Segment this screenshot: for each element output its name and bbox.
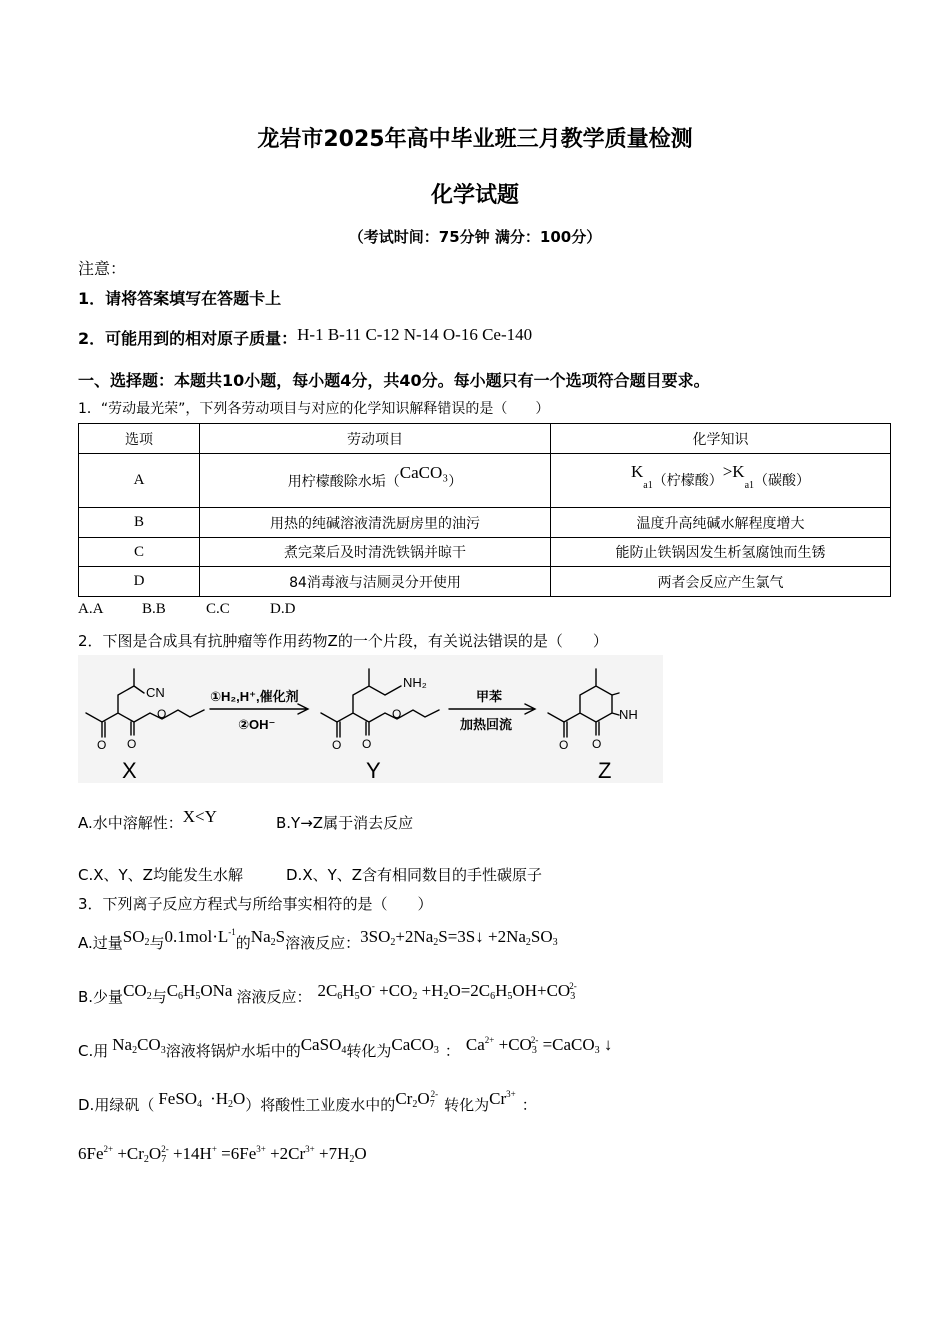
row-option: C [79, 538, 200, 567]
atom-o: O [592, 737, 602, 751]
row-labor: 煮完菜后及时清洗铁锅并晾干 [200, 538, 551, 567]
c-t2: 转化为 [346, 1042, 392, 1060]
f-text: Na [112, 1035, 133, 1054]
eq-sup: 2+ [103, 1144, 114, 1154]
eq-sup: 2- [530, 1035, 539, 1045]
notice-item-2-label: 2．可能用到的相对原子质量： [78, 329, 298, 348]
eq-sub: 3 [552, 937, 558, 948]
q2-choice-b[interactable]: B.Y→Z属于消去反应 [276, 814, 414, 832]
ka-sub: a1 [643, 480, 653, 491]
q2-stem: 2．下图是合成具有抗肿瘤等作用药物Z的一个片段，有关说法错误的是（ ） [78, 632, 608, 650]
formula [167, 981, 233, 1000]
atom-o: O [332, 738, 342, 752]
header-option: 选项 [79, 424, 200, 454]
eq-sub: 2 [433, 937, 439, 948]
a-t1: 与 [149, 934, 165, 952]
eq-part: H [342, 981, 355, 1000]
q3-choice-c[interactable] [78, 1034, 613, 1060]
carbonic-acid: （碳酸） [754, 473, 811, 489]
q3-choice-b[interactable] [78, 980, 577, 1006]
f-sub: 4 [197, 1099, 203, 1110]
choice-a-label: A.水中溶解性： [78, 814, 183, 832]
c-prefix: C.用 [78, 1042, 109, 1060]
f-text: Cr [489, 1089, 507, 1108]
equation-a [360, 927, 558, 946]
equation-d [78, 1144, 367, 1165]
row-labor: 用热的纯碱溶液清洗厨房里的油污 [200, 508, 551, 538]
eq-sup: 3+ [305, 1144, 315, 1154]
q1-choices [78, 601, 295, 618]
f-text: SO [319, 1035, 342, 1054]
q3-choice-d[interactable] [78, 1088, 537, 1114]
eq-sub: 6 [337, 991, 343, 1002]
eq-part: 6Fe [78, 1144, 104, 1163]
f-text: Ca [300, 1035, 320, 1054]
b-prefix: B.少量 [78, 988, 124, 1006]
eq-sub: 3 [594, 1045, 600, 1056]
eq-part: OH+CO [512, 981, 571, 1000]
subject-title: 化学试题 [430, 183, 519, 208]
atom-o: O [559, 738, 569, 752]
f-sub: 3 [433, 1045, 439, 1056]
labor-text: 用柠檬酸除水垢（ [287, 473, 400, 490]
f-text: ·H [210, 1089, 229, 1108]
q3-choice-a[interactable] [78, 926, 558, 952]
eq-part: +CO [494, 1035, 532, 1054]
f-text: Ca [391, 1035, 411, 1054]
f-text: CO [123, 981, 147, 1000]
step2-conditions: 加热回流 [460, 717, 513, 732]
eq-part: SO [530, 927, 553, 946]
step2-solvent: 甲苯 [476, 689, 503, 704]
group-cn: CN [146, 685, 165, 700]
atom-o: O [362, 737, 372, 751]
d-t1: ）将酸性工业废水中的 [245, 1096, 396, 1114]
eq-part: 2C [317, 981, 338, 1000]
f-text: ONa [200, 981, 233, 1000]
notice-item-1: 1．请将答案填写在答题卡上 [78, 289, 282, 308]
f-sub: 5 [195, 991, 201, 1002]
formula [391, 1035, 439, 1054]
f-sub: 3 [160, 1045, 166, 1056]
row-option: A [79, 454, 200, 508]
label-z: Z [598, 758, 612, 783]
row-knowledge: 能防止铁锅因发生析氢腐蚀而生锈 [551, 538, 891, 567]
formula [158, 1089, 245, 1108]
c-t1: 溶液将锅炉水垢中的 [165, 1042, 301, 1060]
f-text: Na [250, 927, 271, 946]
eq-part: +Cr [113, 1144, 144, 1163]
eq-part: ↓ [599, 1035, 613, 1054]
equation-c [466, 1035, 613, 1054]
equation-b [317, 981, 576, 1000]
c-t3: ： [444, 1042, 460, 1060]
formula-caco3: CaCO₃ [399, 462, 449, 482]
formula [251, 927, 285, 946]
table-row [79, 508, 891, 538]
eq-sup: 2- [161, 1144, 169, 1154]
f-text: CO [410, 1035, 434, 1054]
q2-choice-a[interactable] [78, 807, 217, 833]
labor-end: ） [448, 473, 463, 490]
eq-part: =6Fe [216, 1144, 257, 1163]
step1-conditions-2: ②OH⁻ [238, 717, 276, 732]
eq-sub: 3 [570, 991, 576, 1002]
atom-o: O [157, 707, 167, 721]
eq-part: S=3S↓ +2Na [438, 927, 526, 946]
header-knowledge: 化学知识 [551, 424, 891, 454]
table-header-row [79, 424, 891, 454]
eq-part: O=2C [448, 981, 491, 1000]
eq-part: +2Na [395, 927, 434, 946]
q3-stem: 3．下列离子反应方程式与所给事实相符的是（ ） [78, 895, 433, 913]
eq-sub: 5 [507, 991, 513, 1002]
f-sub: 2 [132, 1045, 138, 1056]
group-nh2: NH₂ [403, 675, 427, 690]
table-row [79, 567, 891, 597]
eq-part: +CO [374, 981, 413, 1000]
f-sub: 2 [146, 991, 152, 1002]
f-sub: 6 [178, 991, 184, 1002]
eq-sub: 5 [354, 991, 360, 1002]
eq-sup: 2- [569, 981, 577, 991]
section-1-heading: 一、选择题：本题共10小题，每小题4分，共40分。每小题只有一个选项符合题目要求。 [78, 371, 710, 390]
f-sup: -1 [228, 927, 236, 937]
q1-stem: 1．“劳动最光荣”，下列各劳动项目与对应的化学知识解释错误的是（ ） [78, 401, 550, 417]
concentration: 0.1mol·L [164, 927, 229, 946]
a-t2: 的 [235, 934, 251, 952]
row-knowledge [551, 454, 891, 508]
eq-part: +2Cr [265, 1144, 306, 1163]
d-prefix: D.用绿矾（ [78, 1096, 155, 1114]
f-text: Cr [395, 1089, 413, 1108]
eq-sub: 2 [443, 991, 449, 1002]
f-text: O [233, 1089, 246, 1108]
q2-choice-c[interactable]: C.X、Y、Z均能发生水解 [78, 866, 243, 884]
row-option: D [79, 567, 200, 597]
atomic-masses: H-1 B-11 C-12 N-14 O-16 Ce-140 [297, 325, 533, 344]
row-knowledge: 温度升高纯碱水解程度增大 [551, 508, 891, 538]
atom-o: O [392, 707, 402, 721]
table-row [79, 454, 891, 508]
atom-o: O [97, 738, 107, 752]
formula [395, 1089, 438, 1108]
choice-d[interactable]: D.D [270, 601, 296, 617]
row-knowledge: 两者会反应产生氯气 [551, 567, 891, 597]
f-sup: 3+ [506, 1089, 516, 1099]
f-text: S [275, 927, 286, 946]
eq-sup: + [211, 1144, 217, 1154]
formula-x-lt-y: X<Y [182, 807, 217, 826]
citric-acid: （柠檬酸） [652, 473, 723, 489]
f-text: H [183, 981, 196, 1000]
greater-than-k: >K [722, 462, 745, 481]
eq-sub: 2 [143, 1154, 149, 1165]
eq-sup: 2+ [484, 1035, 495, 1045]
synthesis-scheme [78, 655, 663, 783]
f-sub: 2 [270, 937, 276, 948]
formula [301, 1035, 347, 1054]
f-sub: 2 [144, 937, 150, 948]
f-sub: 4 [341, 1045, 347, 1056]
eq-sub: 2 [390, 937, 396, 948]
ka-symbol: K [630, 462, 644, 481]
formula [123, 981, 152, 1000]
row-option: B [79, 508, 200, 538]
formula [489, 1089, 516, 1108]
eq-sub: 2 [349, 1154, 355, 1165]
formula [123, 927, 150, 946]
atom-o: O [127, 737, 137, 751]
eq-part: 3SO [360, 927, 391, 946]
table-row [79, 538, 891, 567]
eq-sup: 3+ [256, 1144, 266, 1154]
eq-sub: 2 [525, 937, 531, 948]
eq-sub: 6 [490, 991, 496, 1002]
eq-part: O [354, 1144, 367, 1163]
f-sub: 7 [429, 1099, 435, 1110]
q1-table [78, 423, 891, 597]
f-sub: 2 [228, 1099, 234, 1110]
group-nh: NH [619, 707, 638, 722]
eq-part: +7H [314, 1144, 350, 1163]
notice-item-2 [78, 326, 532, 349]
eq-sub: 2 [412, 991, 418, 1002]
row-labor: 84消毒液与洁厕灵分开使用 [200, 567, 551, 597]
eq-part: =CaCO [538, 1035, 595, 1054]
label-y: Y [366, 758, 381, 783]
f-text: CO [137, 1035, 161, 1054]
eq-part: Ca [465, 1035, 485, 1054]
a-prefix: A.过量 [78, 934, 123, 952]
eq-part: H [495, 981, 508, 1000]
f-text: O [417, 1089, 430, 1108]
f-text: C [166, 981, 179, 1000]
f-text: FeSO [158, 1089, 198, 1108]
d-t2: 转化为 [444, 1096, 490, 1114]
q2-choice-d[interactable]: D.X、Y、Z含有相同数目的手性碳原子 [286, 866, 543, 884]
notice-label: 注意： [78, 259, 127, 278]
f-text: SO [122, 927, 145, 946]
choice-a[interactable]: A.A [78, 601, 104, 617]
row-labor [200, 454, 551, 508]
choice-b[interactable]: B.B [142, 601, 166, 617]
eq-part: O [359, 981, 372, 1000]
eq-sub: 7 [161, 1154, 167, 1165]
d-t3: ： [521, 1096, 537, 1114]
choice-c[interactable]: C.C [206, 601, 230, 617]
formula [112, 1035, 165, 1054]
a-t3: 溶液反应： [285, 934, 361, 952]
eq-sub: 3 [531, 1045, 537, 1056]
f-sub: 2 [412, 1099, 418, 1110]
b-t2: 溶液反应： [236, 988, 312, 1006]
eq-part: O [148, 1144, 162, 1163]
f-sup: 2- [430, 1089, 439, 1099]
label-x: X [122, 758, 137, 783]
eq-sup: - [371, 981, 375, 991]
eq-part: +14H [168, 1144, 212, 1163]
exam-info: （考试时间：75分钟 满分：100分） [348, 228, 602, 246]
exam-title: 龙岩市2025年高中毕业班三月教学质量检测 [257, 127, 693, 152]
b-t1: 与 [151, 988, 167, 1006]
step1-conditions: ①H₂,H⁺,催化剂 [210, 689, 299, 704]
eq-part: +H [417, 981, 444, 1000]
ka-sub-2: a1 [744, 480, 755, 491]
header-labor: 劳动项目 [200, 424, 551, 454]
